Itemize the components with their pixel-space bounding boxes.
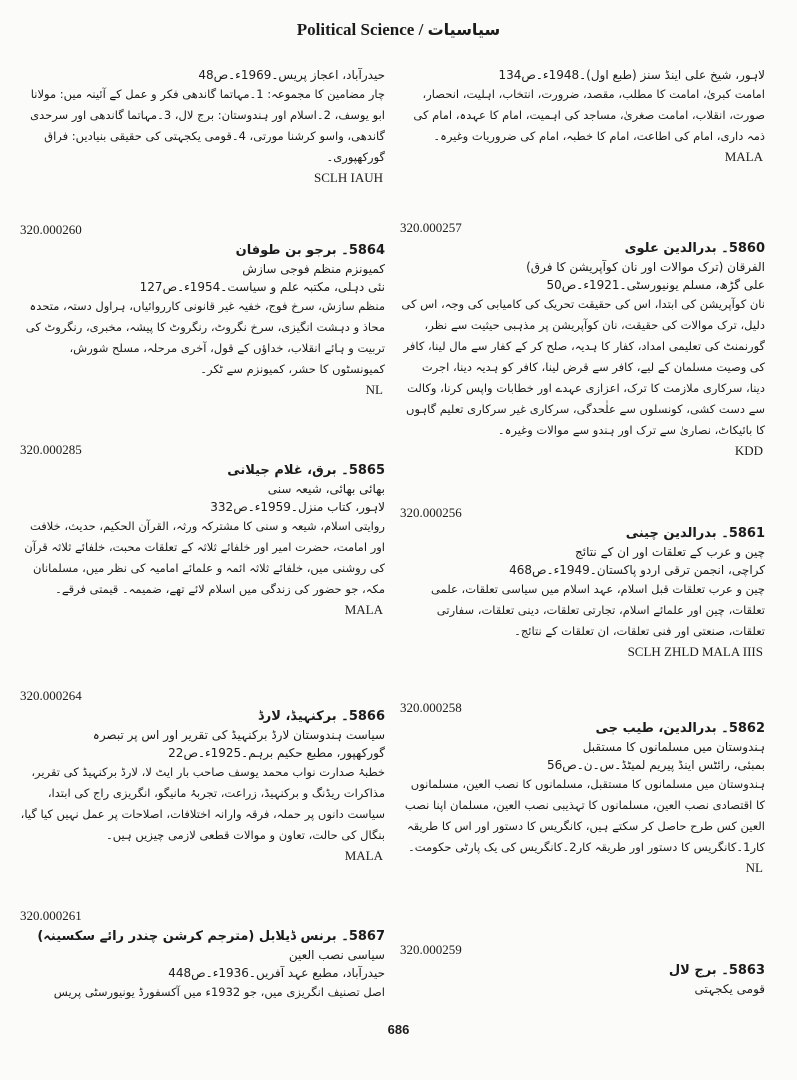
entry-publication: حیدرآباد، اعجاز پریس۔1969ء۔ص48 (198, 68, 385, 82)
entry-contents: چین و عرب تعلقات قبل اسلام، عہد اسلام میں سیاسی تعلقات، علمی تعلقات، چین اور علمائے اسلام، تجارتی تعلقات، دینی تعلقات، سفارتی تعلقات، صنعتی اور فنی تعلقات، ان تعلقات کے نتائج۔ (430, 582, 765, 638)
entry-location-code: SCLH IAUH (314, 170, 383, 185)
entry-publication: کراچی، انجمن ترقی اردو پاکستان۔1949ء۔ص468 (509, 563, 765, 577)
accession-number: 320.000258 (400, 700, 462, 715)
entry-subtitle: سیاسی نصب العین (288, 948, 385, 962)
entry-contents: منظم سازش، سرخ فوج، خفیہ غیر قانونی کارروائیاں، ہراول دستہ، متحدہ محاذ و دہشت انگیزی، سرخ نگروٹ، رنگروٹ کا پیشہ، مخبری، رنگروٹ کی تربیت و ہائے انقلاب، خداؤں کے قول، آخری مرحلہ، مسلح شورش، کمیونسٹوں کا حشر، کمیونزم سے ٹکر۔ (25, 299, 385, 376)
entry-5863 (400, 942, 765, 998)
entry-contents: ہندوستان میں مسلمانوں کا مستقبل، مسلمانوں کا نصب العین، مسلمانوں کا اقتصادی نصب العین، مسلمانوں کا تہذیبی نصب العین، مسلمان اپنا نصب العین کس طرح حاصل کر سکتے ہیں، کانگریس کا دستور اور اس کا طریقہ کار1۔کانگریس کا دستور اور طریقہ کار2۔کانگریس کی یک پارٹی حکومت۔ (404, 777, 765, 854)
entry-location-code: NL (745, 860, 763, 875)
accession-number: 320.000264 (20, 688, 82, 703)
entry-title: 5864۔ برجو بن طوفان (235, 243, 385, 258)
accession-number: 320.000285 (20, 442, 82, 457)
entry-publication: نئی دہلی، مکتبہ علم و سیاست۔1954ء۔ص127 (139, 280, 385, 294)
entry-publication: گورکھپور، مطبع حکیم برہم۔1925ء۔ص22 (168, 746, 385, 760)
entry-contents: خطبۂ صدارت نواب محمد یوسف صاحب بار ایٹ لا، لارڈ برکنہیڈ کی تقریر، مذاکرات ریڈنگ و برکنہیڈ، زراعت، تجربۂ مانیگو، انگریزی راج کی ابتدا، سیاست دانوں پر حملہ، فرقہ وارانہ اختلافات، اصلاحات پر عمل نہیں کیا گیا، بنگال کی حالت، تعاون و موالات قطعی لازمی چیزیں ہیں۔ (20, 765, 385, 842)
entry-5862 (400, 700, 765, 876)
entry-subtitle: الفرقان (ترک موالات اور نان کوآپریشن کا فرق) (526, 260, 765, 274)
entry-5860 (400, 220, 765, 459)
entry-location-code: SCLH ZHLD MALA IIIS (627, 644, 763, 659)
entry-title: 5860۔ بدرالدین علوی (624, 241, 765, 256)
accession-number: 320.000260 (20, 222, 82, 237)
entry-subtitle: چین و عرب کے تعلقات اور ان کے نتائج (575, 545, 765, 559)
entry-publication: لاہور، کتاب منزل۔1959ء۔ص332 (210, 500, 385, 514)
header-title-urdu: سیاسیات (427, 20, 501, 39)
accession-number: 320.000257 (400, 220, 462, 235)
entry-subtitle: کمیونزم منظم فوجی سازش (242, 262, 385, 276)
entry-title: 5862۔ بدرالدین، طیب جی (595, 721, 765, 736)
entry-contents: نان کوآپریشن کی ابتدا، اس کی حقیقت تحریک کی کامیابی کی وجہ، اس کی دلیل، ترک موالات کی حقیقت، نان کوآپریشن پر مذہبی حیثیت سے نظر، گورنمنٹ کی تعلیمی امداد، کفار کا ہدیہ، صلح کر کے کفار سے مال لینا، کافر کی وصیت مسلمان کے لیے، کافر سے قرض لینا، کافر کو ہدیہ دینا، اجرت دینا، سرکاری ملازمت کا ترک، اعزازی عہدے اور خطابات واپس کرنا، وکالت سے دست کشی، کونسلوں سے علٰحدگی، سرکاری غیر سرکاری تعلیم گاہوں کا بائیکاٹ، نصاریٰ سے ترک اور ہندو سے موالات وغیرہ۔ (401, 297, 765, 437)
entry-contents: امامت کبریٰ، امامت کا مطلب، مقصد، ضرورت، انتخاب، اہلیت، انحصار، صورت، انقلاب، امامت صغریٰ، مساجد کی اہمیت، امام کا عہدہ، امام کی ذمہ داری، امام کی اطاعت، امام کا خطبہ، امام کی ضروریات وغیرہ۔ (413, 87, 765, 143)
accession-number: 320.000256 (400, 505, 462, 520)
entry-contents: اصل تصنیف انگریزی میں، جو 1932ء میں آکسفورڈ یونیورسٹی پریس (53, 985, 385, 999)
entry-title: 5866۔ برکنہیڈ، لارڈ (257, 709, 385, 724)
entry-title: 5861۔ بدرالدین چینی (625, 526, 765, 541)
entry-publication: حیدرآباد، مطبع عہد آفریں۔1936ء۔ص448 (168, 966, 385, 980)
entry-title: 5863۔ برج لال (668, 963, 765, 978)
entry-location-code: KDD (734, 443, 763, 458)
entry-title: 5867۔ برنس ڈیلابل (مترجم کرشن چندر رائے سکسینہ) (37, 929, 385, 944)
entry-location-code: NL (365, 382, 383, 397)
entry-contents: چار مضامین کا مجموعہ: 1۔مہاتما گاندھی فکر و عمل کے آئینہ میں: مولانا ابو یوسف، 2۔اسلام اور ہندوستان: برج لال، 3۔مہاتما گاندھی اور سرحدی گاندھی، واسو کرشنا مورتی، 4۔قومی یکجہتی کی حقیقی بنیادیں: فراق گورکھپوری۔ (30, 87, 385, 164)
page-number: 686 (387, 1022, 410, 1037)
entry-publication: بمبئی، رائٹس اینڈ پیریم لمیٹڈ۔س۔ن۔ص56 (546, 758, 765, 772)
entry-location-code: MALA (344, 848, 383, 863)
entry-subtitle: سیاست ہندوستان لارڈ برکنہیڈ کی تقریر اور اس پر تبصرہ (92, 728, 385, 742)
entry-contents: روایتی اسلام، شیعہ و سنی کا مشترکہ ورثہ، القرآن الحکیم، حدیث، خلافت اور امامت، حضرت امیر اور خلفائے ثلاثہ کے تعلقات محبت، خلفائے ثلاثہ قرآن کی روشنی میں، خلفائے ثلاثہ ائمہ و علمائے امامیہ کی نظر میں، مسلمانان مکہ، جو حضور کی زندگی میں اسلام لائے تھے، ضمیمہ۔ قیمتی فرقے۔ (24, 519, 385, 596)
entry-5867 (20, 908, 385, 1003)
entry-continued-left (20, 66, 385, 186)
accession-number: 320.000261 (20, 908, 82, 923)
entry-5864 (20, 222, 385, 398)
header-title-english: Political Science / (296, 20, 424, 39)
entry-continued-right (400, 66, 765, 165)
page-header (0, 20, 797, 40)
entry-5866 (20, 688, 385, 864)
entry-publication: لاہور، شیخ علی اینڈ سنز (طبع اول)۔1948ء۔ص134 (498, 68, 765, 82)
entry-publication: علی گڑھ، مسلم یونیورسٹی۔1921ء۔ص50 (546, 278, 765, 292)
entry-subtitle: قومی یکجہتی (694, 982, 765, 996)
entry-subtitle: بھائی بھائی، شیعہ سنی (267, 482, 385, 496)
entry-location-code: MALA (724, 149, 763, 164)
entry-subtitle: ہندوستان میں مسلمانوں کا مستقبل (582, 740, 765, 754)
entry-5861 (400, 505, 765, 660)
entry-location-code: MALA (344, 602, 383, 617)
accession-number: 320.000259 (400, 942, 462, 957)
entry-title: 5865۔ برق، غلام جیلانی (227, 463, 385, 478)
entry-5865 (20, 442, 385, 618)
